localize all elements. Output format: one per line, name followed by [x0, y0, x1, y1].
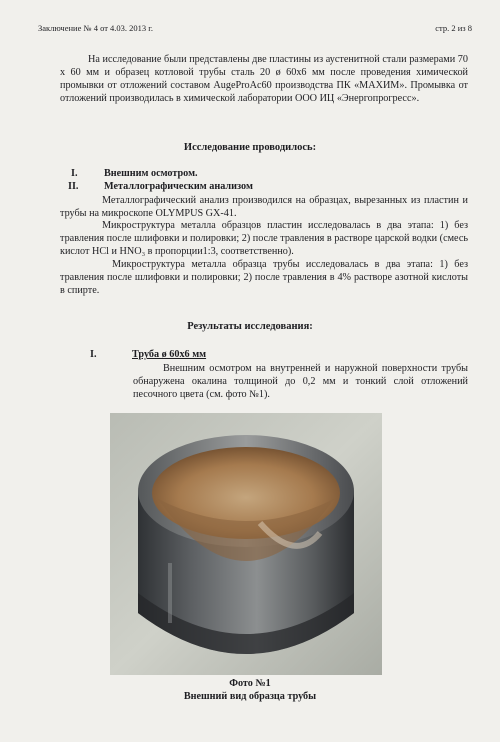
metallography-paragraph-2: Микроструктура металла образцов пластин исследовалась в два этапа: 1) без травления после шлифовки и полировки; 2) после травления в растворе царской водки (смесь кислот HCl и HNO₃ в пропорции1:3, соответственно).: [60, 220, 468, 257]
method-number: II.: [68, 181, 79, 192]
method-item-1: [71, 168, 78, 179]
header-page-number: стр. 2 из 8: [435, 23, 472, 33]
metallography-paragraph-3: Микроструктура металла образца трубы исследовалась в два этапа: 1) без травления после шлифовки и полировки; 2) после травления в 4% растворе азотной кислоты в спирте.: [60, 259, 468, 296]
tube-label: Труба ø 60х6 мм: [132, 349, 207, 360]
method-label-2: [104, 181, 253, 192]
header-document-ref: Заключение № 4 от 4.03. 2013 г.: [38, 23, 153, 33]
metallography-paragraph-1: Металлографический анализ производился на образцах, вырезанных из пластин и трубы на микроскопе OLYMPUS GX-41.: [60, 195, 468, 219]
method-item-2: [68, 181, 78, 192]
tube-sample-photo: [110, 413, 382, 675]
photo-caption-number: Фото №1: [229, 678, 271, 689]
method-label: Металлографическим анализом: [104, 181, 253, 192]
tube-number: I.: [90, 349, 97, 360]
study-section-title: Исследование проводилось:: [183, 142, 317, 153]
page-header: [38, 23, 472, 33]
intro-paragraph: На исследование были представлены две пластины из аустенитной стали размерами 70 х 60 мм и образец котловой трубы сталь 20 ø 60х6 мм после проведения химической промывки от отложений составом AugeProAc60 производства ПК «МАХИМ». Промывка от отложений производилась в химической лаборатории ООО ИЦ «Энергопрогресс».: [60, 54, 468, 104]
method-label: Внешним осмотром.: [104, 168, 198, 179]
tube-paragraph: Внешним осмотром на внутренней и наружной поверхности трубы обнаружена окалина толщиной до 0,2 мм и тонкий слой отложений песочного цвета (см. фото №1).: [133, 363, 468, 400]
results-section-title: Результаты исследования:: [187, 321, 313, 332]
tube-heading: [90, 349, 207, 360]
method-number: I.: [71, 168, 78, 179]
photo-caption-title: Внешний вид образца трубы: [183, 691, 317, 702]
method-label-1: [104, 168, 198, 179]
